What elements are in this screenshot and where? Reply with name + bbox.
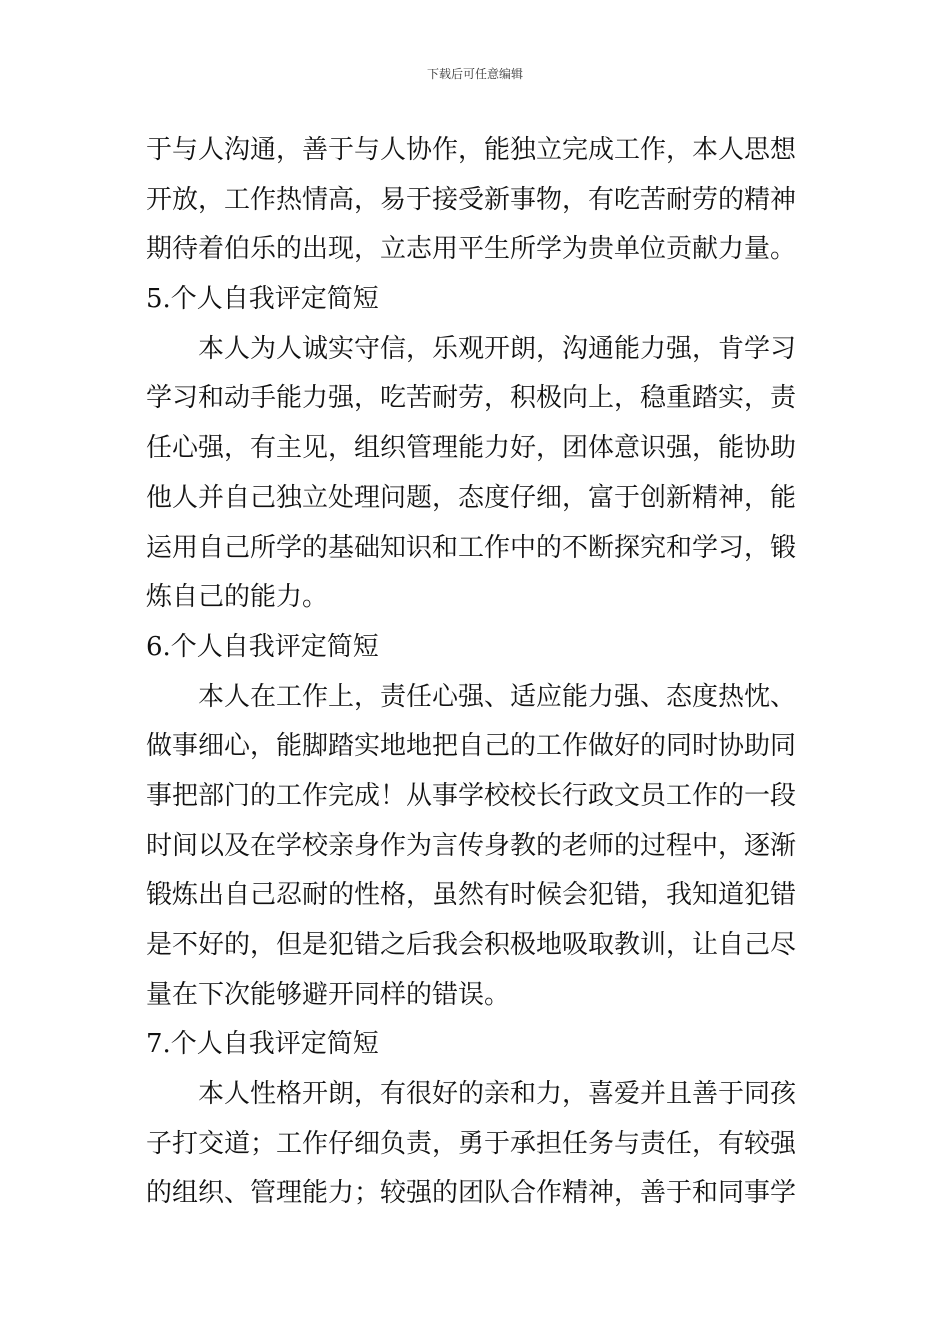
text-line: 锻炼出自己忍耐的性格，虽然有时候会犯错，我知道犯错 [146,880,797,911]
document-body [146,126,814,1219]
text-line: 本人在工作上，责任心强、适应能力强、态度热忱、 [198,681,797,712]
text-line: 期待着伯乐的出现，立志用平生所学为贵单位贡献力量。 [146,234,797,265]
text-line: 的组织、管理能力；较强的团队合作精神，善于和同事学 [146,1178,797,1209]
text-line: 开放，工作热情高，易于接受新事物，有吃苦耐劳的精神 [146,184,797,215]
text-line: 于与人沟通，善于与人协作，能独立完成工作，本人思想 [146,135,797,165]
text-line: 量在下次能够避开同样的错误。 [146,979,511,1010]
text-line: 他人并自己独立处理问题，态度仔细，富于创新精神，能 [146,482,797,513]
text-line: 子打交道；工作仔细负责，勇于承担任务与责任，有较强 [146,1128,797,1159]
text-line: 5.个人自我评定简短 [146,284,379,315]
text-line: 6.个人自我评定简短 [146,631,379,662]
page-header: 下载后可任意编辑 [426,67,523,81]
text-line: 任心强，有主见，组织管理能力好，团体意识强，能协助 [146,433,797,464]
text-line: 本人性格开朗，有很好的亲和力，喜爱并且善于同孩 [198,1079,797,1110]
text-line: 是不好的，但是犯错之后我会积极地吸取教训，让自己尽 [146,930,797,960]
text-line: 运用自己所学的基础知识和工作中的不断探究和学习，锻 [146,532,797,563]
text-line: 时间以及在学校亲身作为言传身教的老师的过程中，逐渐 [146,830,797,861]
text-line: 事把部门的工作完成！从事学校校长行政文员工作的一段 [146,780,797,811]
text-line: 学习和动手能力强，吃苦耐劳，积极向上，稳重踏实，责 [146,383,797,414]
text-line: 本人为人诚实守信，乐观开朗，沟通能力强，肯学习 [198,333,797,364]
text-line: 炼自己的能力。 [146,582,329,613]
text-line: 7.个人自我评定简短 [146,1029,379,1060]
text-line: 做事细心，能脚踏实地地把自己的工作做好的同时协助同 [146,731,797,762]
